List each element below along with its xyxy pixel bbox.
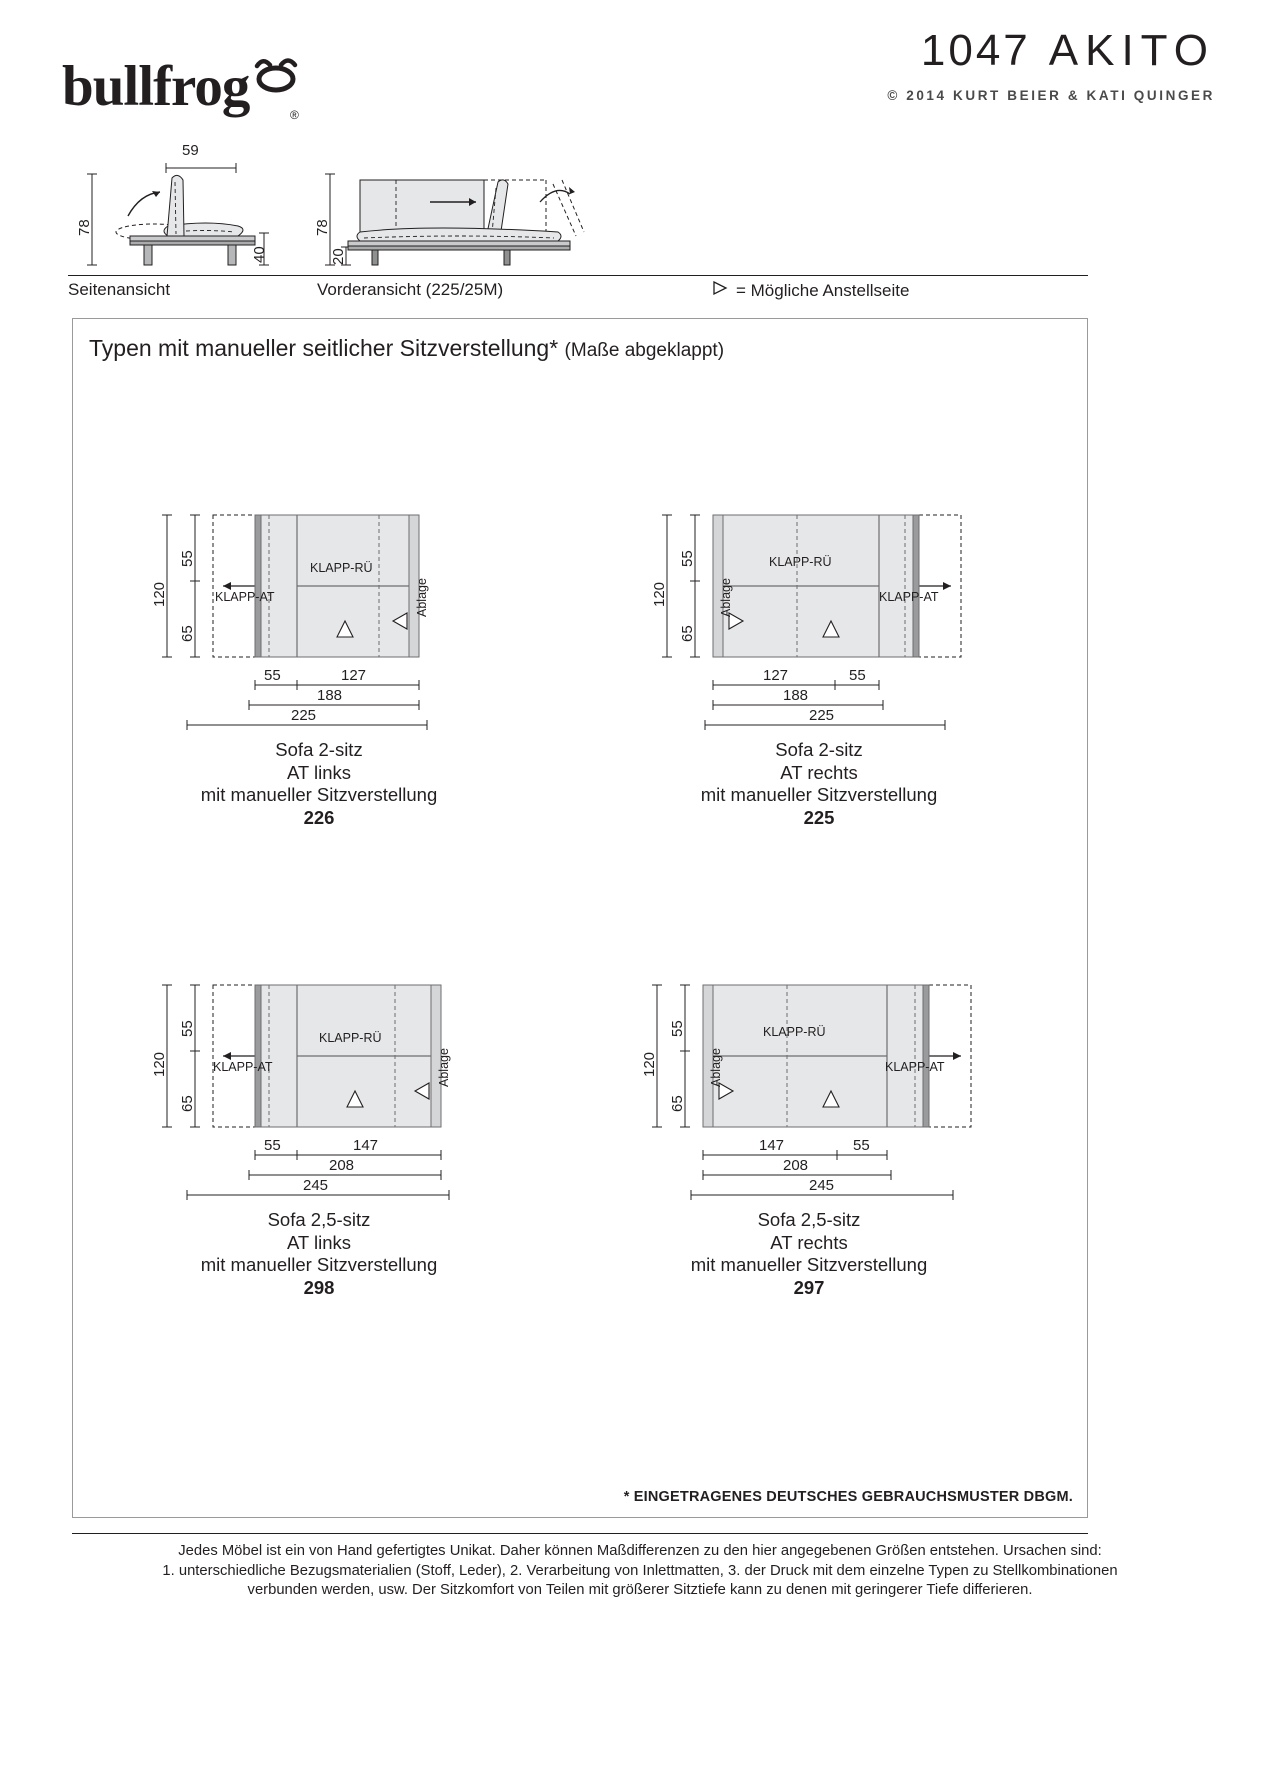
fig4-klapp-ru-label: KLAPP-RÜ	[763, 1025, 826, 1039]
fig4-total-depth-dim: 120	[641, 1051, 658, 1077]
fig1-depth-bottom-dim: 65	[179, 625, 196, 642]
side-view-caption: Seitenansicht	[68, 280, 171, 299]
fig1-total-depth-dim: 120	[151, 581, 168, 607]
main-panel	[72, 318, 1088, 1518]
top-views-section	[0, 140, 1277, 305]
triangle-right-icon	[712, 280, 729, 301]
panel-title-main: Typen mit manueller seitlicher Sitzverstellung*	[89, 335, 559, 361]
top-divider	[68, 275, 1088, 276]
fig4-caption-line2: AT rechts	[770, 1231, 848, 1253]
fig2-code: 225	[803, 806, 835, 828]
fig3-depth-bottom-dim: 65	[179, 1095, 196, 1112]
fig1-caption-line1: Sofa 2-sitz	[275, 739, 363, 760]
fig4-caption	[599, 1209, 1019, 1299]
brand-logo	[62, 28, 382, 122]
fig3-klapp-at-label: KLAPP-AT	[213, 1060, 273, 1074]
fig4-ablage-label: Ablage	[709, 1048, 723, 1087]
fig2-seg-b-dim: 55	[849, 667, 866, 684]
fig2-caption	[609, 739, 1029, 829]
side-seat-height-dim: 40	[251, 246, 268, 263]
fig1-ablage-label: Ablage	[415, 578, 429, 617]
brand-registered-mark: ®	[290, 108, 299, 122]
side-width-dim: 59	[182, 142, 199, 159]
fig4-seg-a-dim: 147	[759, 1137, 785, 1154]
fig3-seg-b-dim: 147	[353, 1137, 379, 1154]
fig3-depth-top-dim: 55	[179, 1020, 196, 1037]
fig4-width-inner-dim: 208	[783, 1157, 809, 1174]
model-number: 1047	[920, 26, 1031, 75]
fig3-caption-line1: Sofa 2,5-sitz	[267, 1209, 371, 1230]
front-height-dim: 78	[314, 219, 331, 236]
model-name: AKITO	[1048, 26, 1215, 75]
footer-divider	[72, 1533, 1088, 1534]
figure-sofa-2-sitz-at-rechts	[651, 509, 981, 828]
panel-footnote: * EINGETRAGENES DEUTSCHES GEBRAUCHSMUSTER DBGM.	[623, 1489, 1073, 1505]
fig2-total-depth-dim: 120	[651, 581, 668, 607]
figure-sofa-2-5-sitz-at-rechts	[641, 979, 981, 1298]
panel-title	[89, 335, 724, 362]
legend-label: = Mögliche Anstellseite	[736, 281, 910, 300]
fig3-width-inner-dim: 208	[329, 1157, 355, 1174]
panel-title-sub: (Maße abgeklappt)	[564, 340, 725, 361]
fig4-code: 297	[793, 1276, 825, 1298]
footer-disclaimer	[60, 1542, 1220, 1601]
fig1-caption-line3: mit manueller Sitzverstellung	[200, 784, 438, 805]
fig3-ablage-label: Ablage	[437, 1048, 451, 1087]
fig1-caption	[109, 739, 529, 829]
fig2-depth-bottom-dim: 65	[679, 625, 696, 642]
fig1-width-inner-dim: 188	[317, 687, 343, 704]
fig1-klapp-ru-label: KLAPP-RÜ	[310, 561, 373, 575]
front-view-drawing	[308, 140, 628, 275]
fig2-depth-top-dim: 55	[679, 550, 696, 567]
fig3-caption-line2: AT links	[286, 1231, 352, 1253]
fig3-total-depth-dim: 120	[151, 1051, 168, 1077]
fig3-width-total-dim: 245	[303, 1177, 329, 1194]
fig4-width-total-dim: 245	[809, 1177, 835, 1194]
brand-name: bullfrog	[62, 55, 250, 118]
figure-sofa-2-5-sitz-at-links	[151, 979, 491, 1298]
fig2-width-inner-dim: 188	[783, 687, 809, 704]
page-header	[0, 0, 1277, 130]
fig4-caption-line1: Sofa 2,5-sitz	[757, 1209, 861, 1230]
fig1-caption-line2: AT links	[286, 761, 352, 783]
front-base-dim: 20	[330, 248, 347, 265]
page-title	[921, 26, 1215, 76]
fig3-klapp-ru-label: KLAPP-RÜ	[319, 1031, 382, 1045]
fig3-caption	[109, 1209, 529, 1299]
footer-line-1: Jedes Möbel ist ein von Hand gefertigtes Unikat. Daher können Maßdifferenzen zu den hier angegebenen Größen entstehen. Ursachen sind:	[178, 1543, 1102, 1559]
frog-smile-icon	[248, 52, 304, 94]
fig2-ablage-label: Ablage	[719, 578, 733, 617]
copyright-line: © 2014 KURT BEIER & KATI QUINGER	[887, 88, 1215, 103]
fig2-caption-line2: AT rechts	[780, 761, 858, 783]
fig4-seg-b-dim: 55	[853, 1137, 870, 1154]
side-height-dim: 78	[76, 219, 93, 236]
side-view-drawing	[68, 140, 308, 275]
fig3-code: 298	[303, 1276, 335, 1298]
front-view-caption: Vorderansicht (225/25M)	[317, 280, 504, 299]
fig2-width-total-dim: 225	[809, 707, 835, 724]
fig3-seg-a-dim: 55	[264, 1137, 281, 1154]
fig4-caption-line3: mit manueller Sitzverstellung	[690, 1254, 928, 1275]
fig2-caption-line3: mit manueller Sitzverstellung	[700, 784, 938, 805]
fig4-depth-bottom-dim: 65	[669, 1095, 686, 1112]
fig2-klapp-ru-label: KLAPP-RÜ	[769, 555, 832, 569]
fig2-klapp-at-label: KLAPP-AT	[879, 590, 939, 604]
footer-line-3: verbunden werden, usw. Der Sitzkomfort von Teilen mit größerer Sitztiefe kann zu denen mit geringerer Tiefe differieren.	[247, 1582, 1033, 1598]
figure-sofa-2-sitz-at-links	[151, 509, 481, 828]
fig2-caption-line1: Sofa 2-sitz	[775, 739, 863, 760]
fig1-depth-top-dim: 55	[179, 550, 196, 567]
fig1-klapp-at-label: KLAPP-AT	[215, 590, 275, 604]
fig1-seg-a-dim: 55	[264, 667, 281, 684]
fig4-depth-top-dim: 55	[669, 1020, 686, 1037]
fig1-code: 226	[303, 806, 335, 828]
fig2-seg-a-dim: 127	[763, 667, 789, 684]
fig4-klapp-at-label: KLAPP-AT	[885, 1060, 945, 1074]
legend-possible-side	[712, 280, 909, 301]
fig3-caption-line3: mit manueller Sitzverstellung	[200, 1254, 438, 1275]
fig1-seg-b-dim: 127	[341, 667, 367, 684]
footer-line-2: 1. unterschiedliche Bezugsmaterialien (Stoff, Leder), 2. Verarbeitung von Inlettmatten, 3. der Druck mit dem einzelne Typen zu Stellkombinationen	[162, 1562, 1118, 1579]
fig1-width-total-dim: 225	[291, 707, 317, 724]
